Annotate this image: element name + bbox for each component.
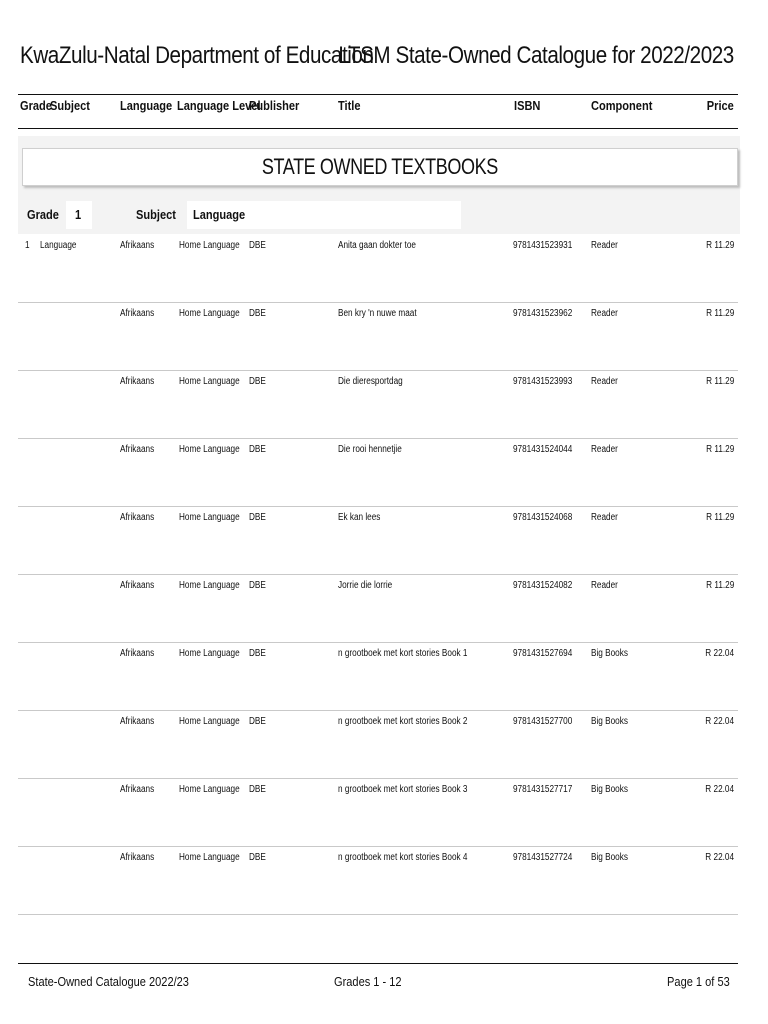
- cell-title: Die dieresportdag: [338, 376, 403, 387]
- cell-isbn: 9781431527700: [513, 716, 573, 727]
- cell-price: R 11.29: [705, 580, 734, 591]
- table-row: [18, 642, 738, 711]
- cell-subject: Language: [40, 240, 77, 251]
- cell-price: R 11.29: [705, 376, 734, 387]
- table-row: [18, 710, 738, 779]
- cell-language: Afrikaans: [120, 580, 155, 591]
- header-top-rule: [18, 94, 738, 95]
- cell-language: Afrikaans: [120, 784, 155, 795]
- cell-language-level: Home Language: [179, 240, 240, 251]
- cell-title: Anita gaan dokter toe: [338, 240, 416, 251]
- cell-component: Big Books: [591, 784, 628, 795]
- cell-isbn: 9781431524082: [513, 580, 573, 591]
- cell-title: Ek kan lees: [338, 512, 381, 523]
- column-header-title: Title: [338, 98, 361, 113]
- subject-filter-value: Language: [193, 207, 246, 222]
- cell-language: Afrikaans: [120, 444, 155, 455]
- cell-isbn: 9781431523962: [513, 308, 573, 319]
- cell-price: R 22.04: [705, 716, 734, 727]
- cell-language-level: Home Language: [179, 308, 240, 319]
- catalogue-title: LTSM State-Owned Catalogue for 2022/2023: [338, 42, 734, 69]
- cell-publisher: DBE: [249, 240, 266, 251]
- cell-price: R 11.29: [705, 444, 734, 455]
- cell-title: n grootboek met kort stories Book 4: [338, 852, 468, 863]
- cell-price: R 11.29: [705, 308, 734, 319]
- cell-component: Reader: [591, 444, 618, 455]
- cell-language-level: Home Language: [179, 852, 240, 863]
- cell-isbn: 9781431527717: [513, 784, 573, 795]
- cell-language: Afrikaans: [120, 648, 155, 659]
- cell-language-level: Home Language: [179, 512, 240, 523]
- table-row: [18, 370, 738, 439]
- cell-language-level: Home Language: [179, 580, 240, 591]
- column-header-publisher: Publisher: [249, 98, 300, 113]
- cell-isbn: 9781431523993: [513, 376, 573, 387]
- cell-price: R 11.29: [705, 240, 734, 251]
- column-header-grade: Grade: [20, 98, 52, 113]
- table-row: [18, 302, 738, 371]
- subject-filter-label: Subject: [136, 207, 176, 222]
- cell-language: Afrikaans: [120, 376, 155, 387]
- cell-component: Reader: [591, 240, 618, 251]
- cell-language: Afrikaans: [120, 852, 155, 863]
- cell-language: Afrikaans: [120, 716, 155, 727]
- table-row: [18, 234, 738, 303]
- cell-publisher: DBE: [249, 648, 266, 659]
- cell-publisher: DBE: [249, 512, 266, 523]
- cell-isbn: 9781431523931: [513, 240, 573, 251]
- cell-language-level: Home Language: [179, 648, 240, 659]
- cell-component: Big Books: [591, 716, 628, 727]
- cell-price: R 11.29: [705, 512, 734, 523]
- section-banner: [22, 148, 738, 186]
- footer-page-number: Page 1 of 53: [667, 974, 730, 989]
- cell-isbn: 9781431527694: [513, 648, 573, 659]
- cell-language: Afrikaans: [120, 240, 155, 251]
- cell-publisher: DBE: [249, 716, 266, 727]
- cell-language-level: Home Language: [179, 784, 240, 795]
- cell-publisher: DBE: [249, 444, 266, 455]
- cell-language: Afrikaans: [120, 512, 155, 523]
- footer-catalogue-label: State-Owned Catalogue 2022/23: [28, 974, 189, 989]
- table-row: [18, 846, 738, 915]
- cell-component: Reader: [591, 376, 618, 387]
- column-header-isbn: ISBN: [514, 98, 541, 113]
- cell-title: Ben kry 'n nuwe maat: [338, 308, 417, 319]
- table-row: [18, 438, 738, 507]
- cell-grade: 1: [25, 240, 30, 251]
- cell-publisher: DBE: [249, 308, 266, 319]
- cell-isbn: 9781431524068: [513, 512, 573, 523]
- column-header-component: Component: [591, 98, 653, 113]
- cell-component: Reader: [591, 580, 618, 591]
- table-row: [18, 778, 738, 847]
- cell-language-level: Home Language: [179, 716, 240, 727]
- cell-publisher: DBE: [249, 852, 266, 863]
- footer-rule: [18, 963, 738, 964]
- section-title: STATE OWNED TEXTBOOKS: [262, 154, 498, 179]
- cell-language-level: Home Language: [179, 376, 240, 387]
- table-row: [18, 574, 738, 643]
- column-header-language-level: Language Level: [177, 98, 261, 113]
- cell-component: Big Books: [591, 648, 628, 659]
- cell-publisher: DBE: [249, 784, 266, 795]
- cell-component: Reader: [591, 308, 618, 319]
- cell-language: Afrikaans: [120, 308, 155, 319]
- cell-publisher: DBE: [249, 376, 266, 387]
- footer-grades-label: Grades 1 - 12: [334, 974, 402, 989]
- cell-title: Die rooi hennetjie: [338, 444, 402, 455]
- cell-isbn: 9781431527724: [513, 852, 573, 863]
- grade-filter-value: 1: [75, 207, 82, 222]
- cell-language-level: Home Language: [179, 444, 240, 455]
- header-bottom-rule: [18, 128, 738, 129]
- column-header-price: Price: [706, 98, 734, 113]
- department-title: KwaZulu-Natal Department of Education: [20, 42, 374, 69]
- grade-filter-label: Grade: [27, 207, 59, 222]
- cell-component: Reader: [591, 512, 618, 523]
- cell-publisher: DBE: [249, 580, 266, 591]
- cell-title: Jorrie die lorrie: [338, 580, 393, 591]
- cell-price: R 22.04: [705, 784, 734, 795]
- cell-component: Big Books: [591, 852, 628, 863]
- cell-isbn: 9781431524044: [513, 444, 573, 455]
- cell-title: n grootboek met kort stories Book 3: [338, 784, 468, 795]
- cell-price: R 22.04: [705, 648, 734, 659]
- column-header-subject: Subject: [50, 98, 90, 113]
- table-row: [18, 506, 738, 575]
- cell-title: n grootboek met kort stories Book 2: [338, 716, 468, 727]
- cell-price: R 22.04: [705, 852, 734, 863]
- cell-title: n grootboek met kort stories Book 1: [338, 648, 468, 659]
- column-header-language: Language: [120, 98, 173, 113]
